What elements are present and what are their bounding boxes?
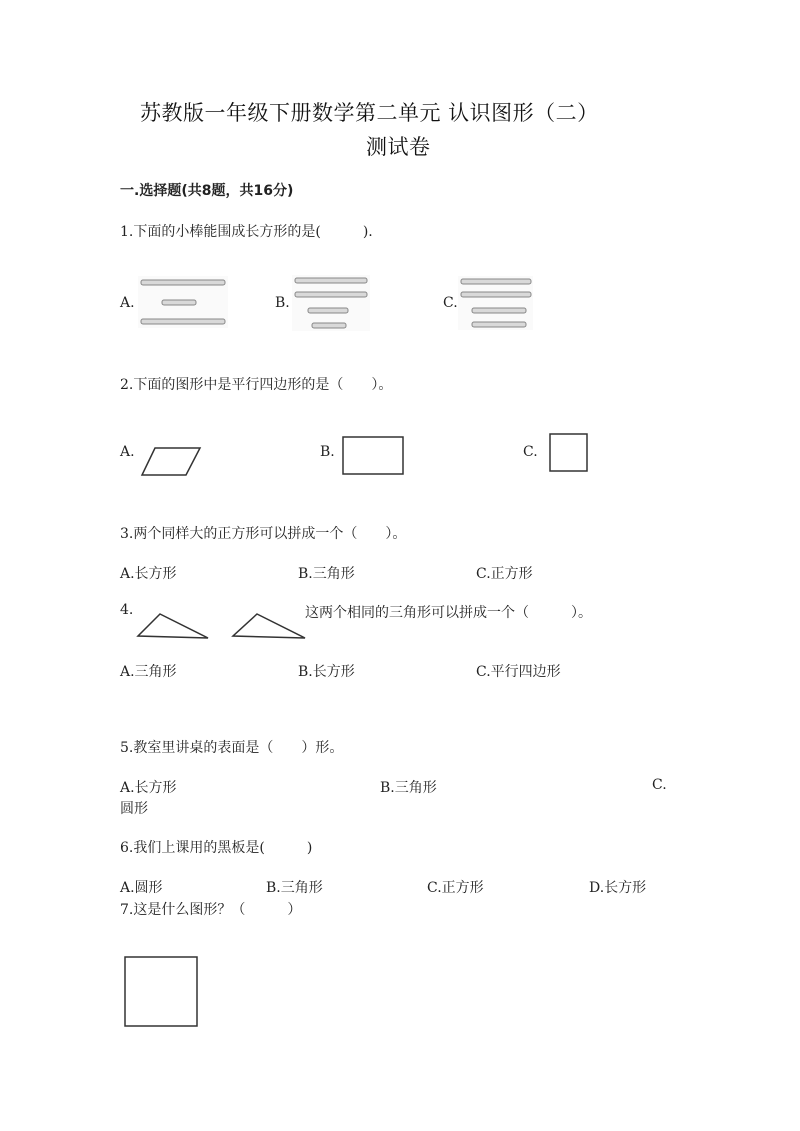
page-title: 苏教版一年级下册数学第二单元 认识图形（二） xyxy=(140,101,599,125)
question-6-option-d[interactable]: D.长方形 xyxy=(589,880,647,896)
question-4-text: 这两个相同的三角形可以拼成一个（ ）。 xyxy=(305,605,592,621)
sticks-c-image xyxy=(458,276,533,330)
triangle-1-shape xyxy=(136,612,210,640)
question-5-option-a[interactable]: A.长方形 xyxy=(120,780,177,796)
question-4-option-a[interactable]: A.三角形 xyxy=(120,664,177,680)
rectangle-shape xyxy=(342,436,405,476)
question-2-option-b[interactable]: B. xyxy=(320,444,335,460)
question-3-option-b[interactable]: B.三角形 xyxy=(298,566,355,582)
section-heading: 一.选择题(共8题，共16分) xyxy=(120,183,294,199)
question-7-text: 7.这是什么图形？（ ） xyxy=(120,902,302,918)
question-5-option-b[interactable]: B.三角形 xyxy=(380,780,437,796)
sticks-b-image xyxy=(292,275,370,331)
sticks-a-image xyxy=(138,276,228,328)
question-1-text: 1.下面的小棒能围成长方形的是( ). xyxy=(120,224,373,240)
question-2-text: 2.下面的图形中是平行四边形的是（ ）。 xyxy=(120,377,393,393)
triangle-2-shape xyxy=(231,612,307,640)
question-6-option-c[interactable]: C.正方形 xyxy=(427,880,484,896)
question-1-option-c[interactable]: C. xyxy=(443,295,458,311)
question-6-text: 6.我们上课用的黑板是( ) xyxy=(120,840,313,856)
question-1-option-a[interactable]: A. xyxy=(120,295,135,311)
question-5-option-c[interactable]: C. xyxy=(652,777,667,793)
question-6-option-a[interactable]: A.圆形 xyxy=(120,880,163,896)
page-subtitle: 测试卷 xyxy=(366,135,431,159)
question-5-text: 5.教室里讲桌的表面是（ ）形。 xyxy=(120,740,344,756)
question-5-option-c-text[interactable]: 圆形 xyxy=(120,801,148,817)
square-shape xyxy=(549,433,589,473)
question-1-option-b[interactable]: B. xyxy=(275,295,290,311)
question-2-option-a[interactable]: A. xyxy=(120,444,135,460)
parallelogram-shape xyxy=(140,446,204,478)
question-3-option-a[interactable]: A.长方形 xyxy=(120,566,177,582)
question-4-number: 4. xyxy=(120,602,134,618)
question-6-option-b[interactable]: B.三角形 xyxy=(266,880,323,896)
question-7-square-shape xyxy=(124,956,200,1028)
question-3-option-c[interactable]: C.正方形 xyxy=(476,566,533,582)
question-4-option-b[interactable]: B.长方形 xyxy=(298,664,355,680)
question-4-option-c[interactable]: C.平行四边形 xyxy=(476,664,561,680)
question-3-text: 3.两个同样大的正方形可以拼成一个（ ）。 xyxy=(120,526,407,542)
question-2-option-c[interactable]: C. xyxy=(523,444,538,460)
